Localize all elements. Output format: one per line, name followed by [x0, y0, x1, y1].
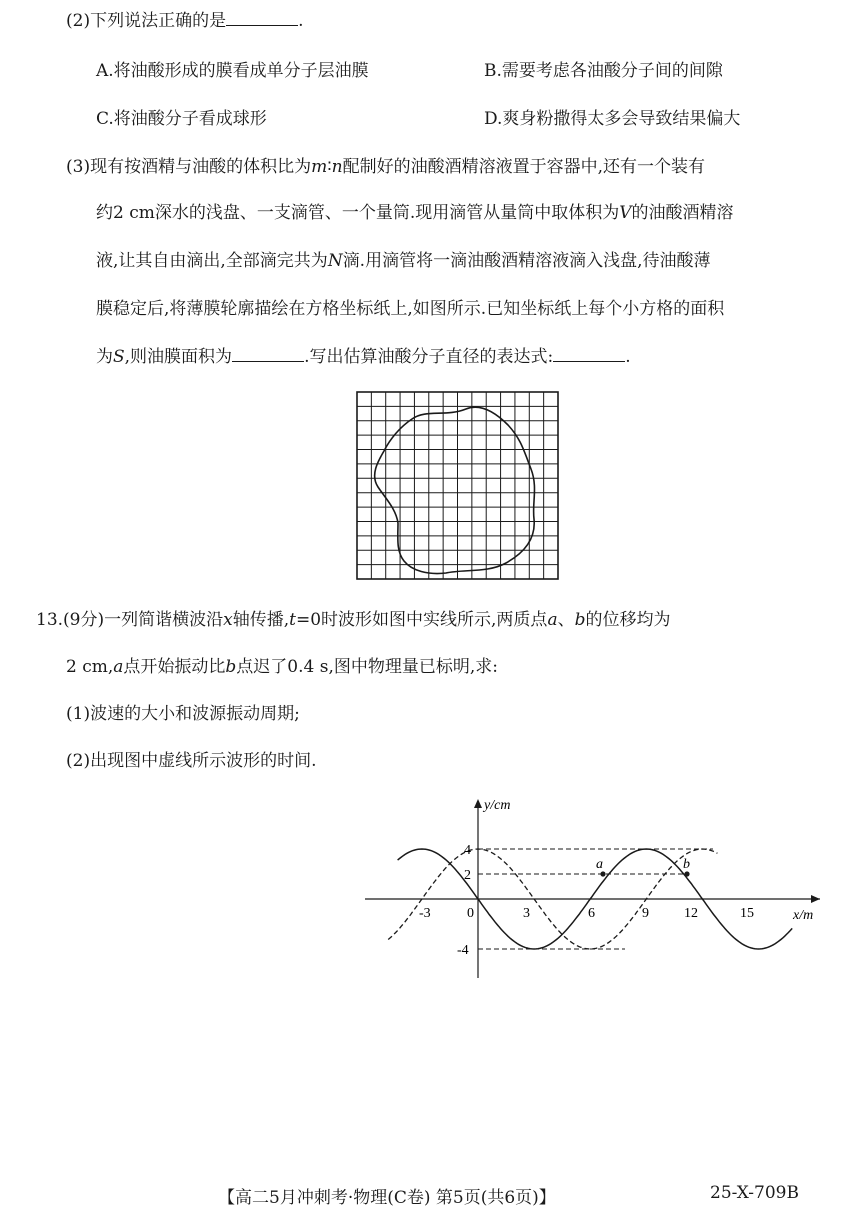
- x-tick-label: 0: [467, 906, 474, 921]
- q13-text: 2 cm,: [66, 657, 114, 677]
- q13-text: 13.(9分)一列简谐横波沿: [36, 610, 224, 630]
- q3-line-1: [66, 156, 705, 178]
- var-t: t: [289, 610, 296, 630]
- q2-prompt-end: .: [298, 11, 304, 31]
- q3-text: (3)现有按酒精与油酸的体积比为: [66, 157, 312, 177]
- q13-text: 点迟了0.4 s,图中物理量已标明,求:: [236, 657, 498, 677]
- q3-line-2: [96, 202, 734, 224]
- q3-line-3: [96, 250, 711, 272]
- q3-text: 液,让其自由滴出,全部滴完共为: [96, 251, 328, 271]
- y-axis-label: y/cm: [484, 798, 511, 813]
- q3-line-5: [96, 346, 631, 368]
- q13-text: 的位移均为: [585, 610, 671, 630]
- x-tick-label: 15: [740, 906, 754, 921]
- option-a: A.将油酸形成的膜看成单分子层油膜: [96, 61, 369, 81]
- var-b: b: [225, 657, 237, 677]
- q3-text: 约2 cm深水的浅盘、一支滴管、一个量筒.现用滴管从量筒中取体积为: [96, 203, 620, 223]
- x-tick-label: 12: [684, 906, 698, 921]
- footer-title: 【高二5月冲刺考·物理(C卷) 第5页(共6页)】: [218, 1188, 556, 1208]
- var-v: V: [619, 203, 632, 223]
- var-n-drops: N: [327, 251, 343, 271]
- x-tick-label: 6: [588, 906, 595, 921]
- var-m: m: [311, 157, 328, 177]
- var-a: a: [547, 610, 558, 630]
- q3-text: 为: [96, 347, 113, 367]
- y-tick-label: -4: [457, 943, 469, 958]
- q3-text: ,则油膜面积为: [124, 347, 233, 367]
- q13-sub-2: (2)出现图中虚线所示波形的时间.: [66, 751, 317, 771]
- x-axis-label: x/m: [793, 908, 814, 923]
- y-tick-label: 2: [464, 868, 471, 883]
- q3-text: .: [625, 347, 631, 367]
- q3-text: 配制好的油酸酒精溶液置于容器中,还有一个装有: [342, 157, 706, 177]
- q13-text: 轴传播,: [232, 610, 290, 630]
- q3-text: 的油酸酒精溶: [631, 203, 734, 223]
- answer-blank[interactable]: [226, 11, 298, 26]
- point-a-marker: [600, 871, 605, 876]
- q13-text: =0时波形如图中实线所示,两质点: [295, 610, 548, 630]
- q3-line-4: 膜稳定后,将薄膜轮廓描绘在方格坐标纸上,如图所示.已知坐标纸上每个小方格的面积: [96, 299, 725, 319]
- option-c: C.将油酸分子看成球形: [96, 109, 267, 129]
- point-a-label: a: [596, 857, 603, 872]
- x-tick-label: -3: [419, 906, 431, 921]
- q3-text: .写出估算油酸分子直径的表达式:: [304, 347, 554, 367]
- y-tick-label: 4: [464, 843, 471, 858]
- var-s: S: [113, 347, 125, 367]
- answer-blank-diameter[interactable]: [553, 347, 625, 362]
- answer-blank-area[interactable]: [232, 347, 304, 362]
- q13-text: 、: [557, 610, 575, 630]
- q13-line-2: [66, 656, 498, 678]
- grid-lines: [357, 392, 558, 579]
- point-b-marker: [684, 871, 689, 876]
- x-tick-label: 3: [523, 906, 530, 921]
- q2-prompt: [66, 10, 304, 32]
- wave-graph: [365, 793, 825, 983]
- q2-prompt-text: (2)下列说法正确的是: [66, 11, 227, 31]
- oil-film-outline: [375, 407, 535, 573]
- ratio-colon: ∶: [327, 157, 332, 177]
- option-b: B.需要考虑各油酸分子间的间隙: [484, 61, 723, 81]
- var-a: a: [113, 657, 124, 677]
- x-tick-label: 9: [642, 906, 649, 921]
- oil-film-grid: [356, 391, 560, 581]
- option-d: D.爽身粉撒得太多会导致结果偏大: [484, 109, 741, 129]
- q13-text: 点开始振动比: [123, 657, 226, 677]
- q13-sub-1: (1)波速的大小和波源振动周期;: [66, 704, 300, 724]
- var-b: b: [574, 610, 586, 630]
- q13-line-1: [36, 609, 670, 631]
- q3-text: 滴.用滴管将一滴油酸酒精溶液滴入浅盘,待油酸薄: [342, 251, 711, 271]
- var-n: n: [331, 157, 343, 177]
- point-b-label: b: [683, 857, 690, 872]
- footer-code: 25-X-709B: [710, 1183, 799, 1203]
- var-x: x: [223, 610, 233, 630]
